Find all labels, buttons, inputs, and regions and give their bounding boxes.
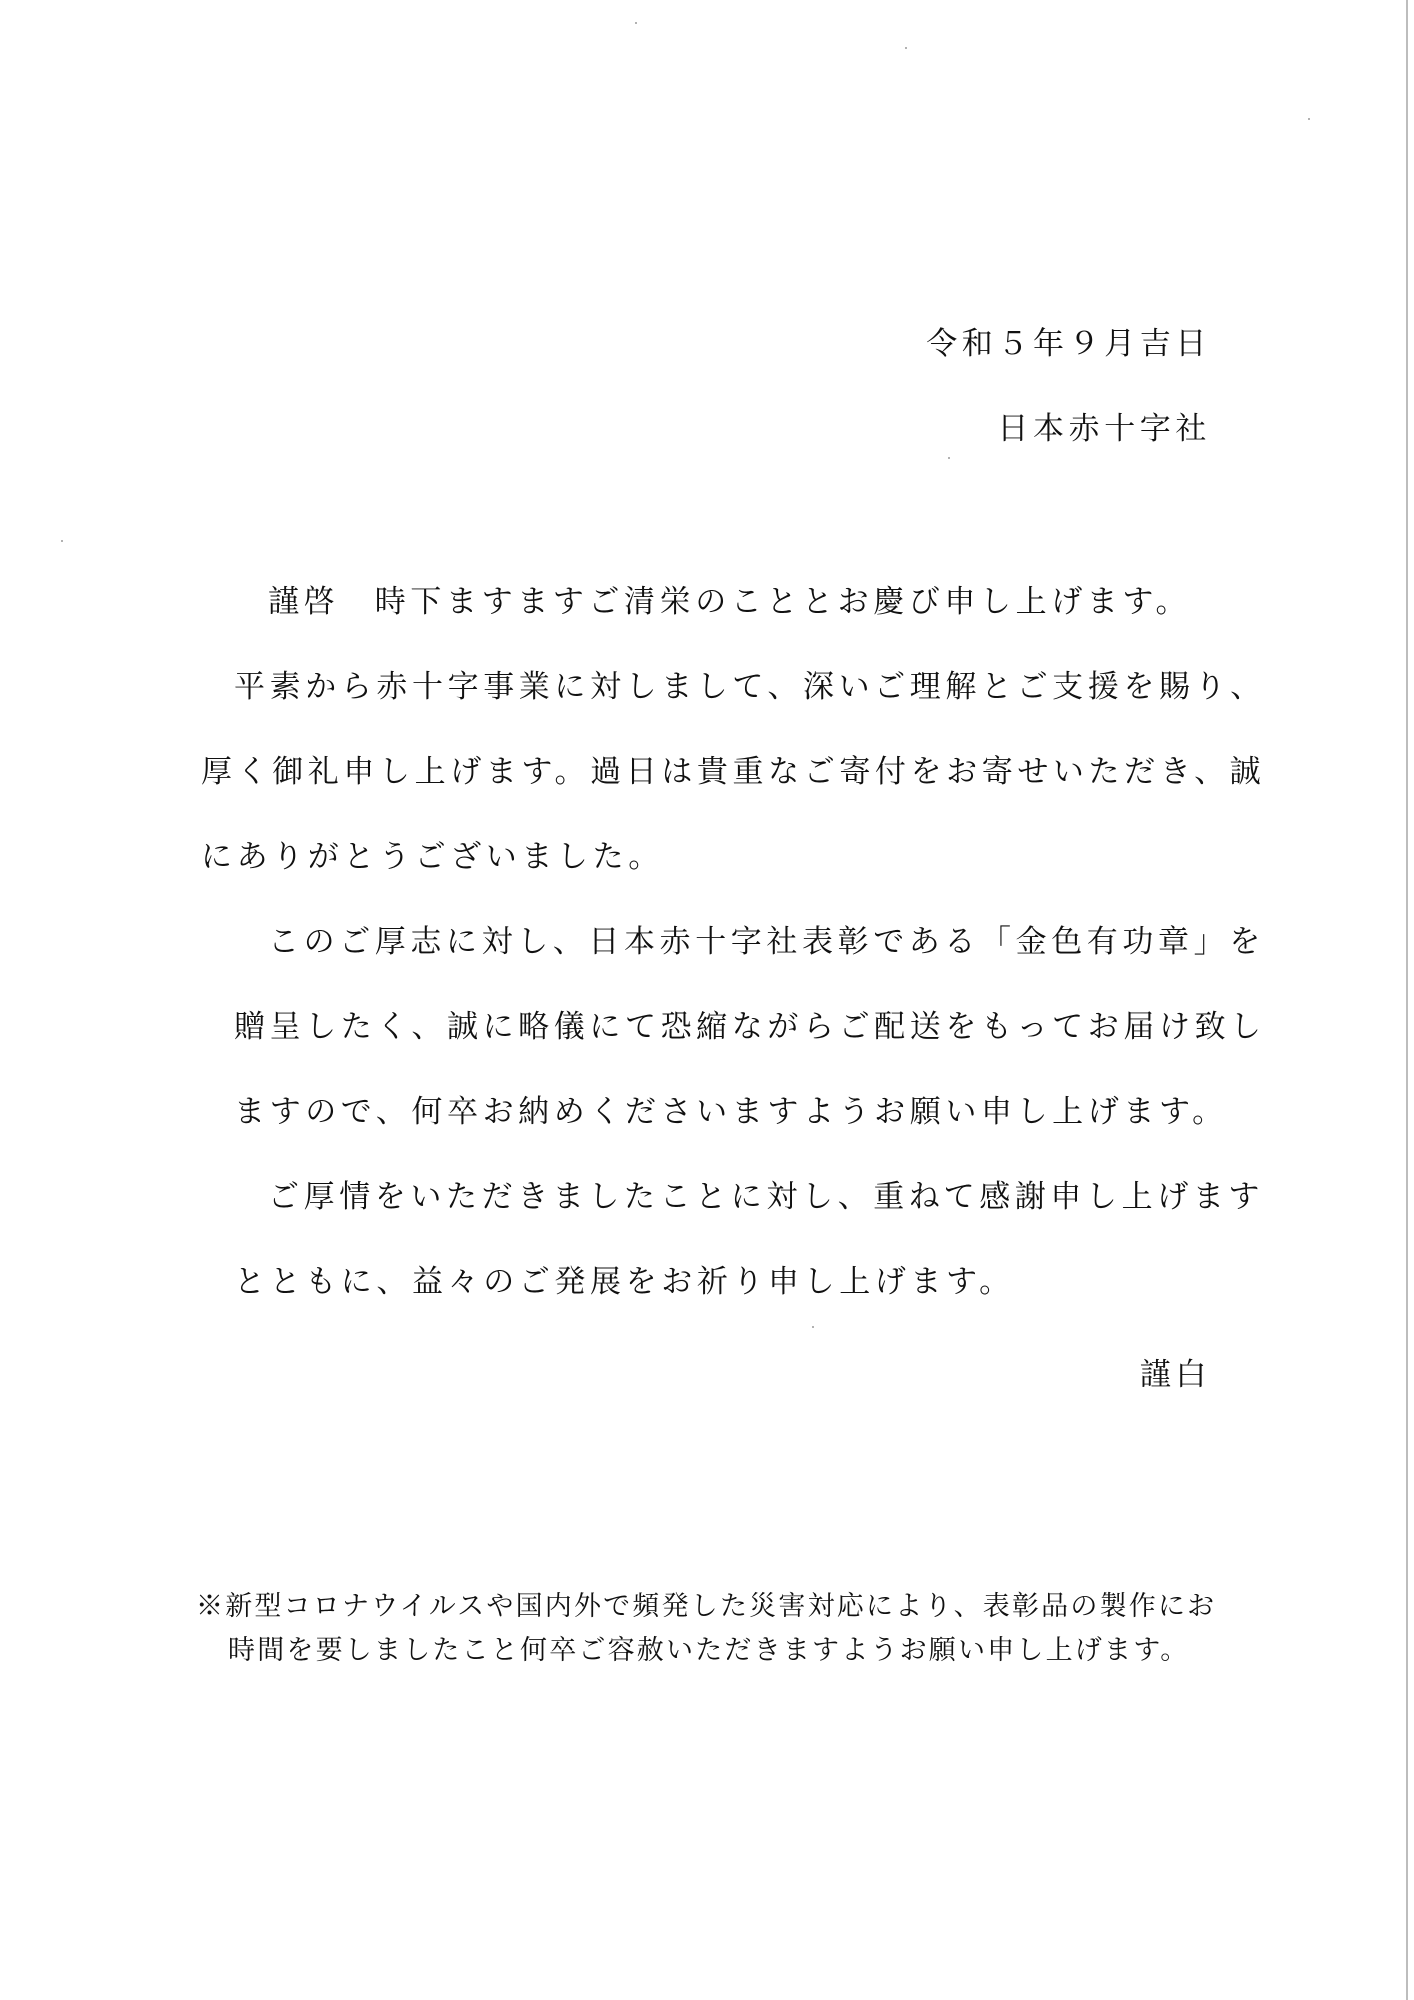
scan-speck <box>61 540 63 542</box>
scan-speck <box>812 1326 814 1328</box>
body-line: 贈呈したく、誠に略儀にて恐縮ながらご配送をもってお届け致し <box>234 1009 1266 1045</box>
letter-closing: 謹白 <box>1139 1357 1211 1393</box>
body-line: 平素から赤十字事業に対しまして、深いご理解とご支援を賜り、 <box>234 669 1266 705</box>
scan-speck <box>635 22 637 24</box>
body-line: 厚く御礼申し上げます。過日は貴重なご寄付をお寄せいただき、誠 <box>201 754 1266 790</box>
footnote-line: ※新型コロナウイルスや国内外で頻発した災害対応により、表彰品の製作にお <box>196 1591 1217 1622</box>
scan-edge-line <box>1406 0 1408 2000</box>
footnote-line: 時間を要しましたこと何卒ご容赦いただきますようお願い申し上げます。 <box>228 1635 1190 1666</box>
scan-speck <box>1308 118 1310 120</box>
body-line: このご厚志に対し、日本赤十字社表彰である「金色有功章」を <box>268 924 1265 960</box>
scan-speck <box>905 47 907 49</box>
letter-sender: 日本赤十字社 <box>997 411 1211 447</box>
body-line: とともに、益々のご発展をお祈り申し上げます。 <box>234 1264 1015 1300</box>
body-line: ご厚情をいただきましたことに対し、重ねて感謝申し上げます <box>268 1179 1265 1215</box>
body-line: 謹啓 時下ますますご清栄のこととお慶び申し上げます。 <box>268 584 1192 620</box>
body-line: ますので、何卒お納めくださいますようお願い申し上げます。 <box>234 1094 1228 1130</box>
letter-date: 令和５年９月吉日 <box>926 326 1211 362</box>
body-line: にありがとうございました。 <box>201 839 664 875</box>
scan-speck <box>948 457 950 459</box>
